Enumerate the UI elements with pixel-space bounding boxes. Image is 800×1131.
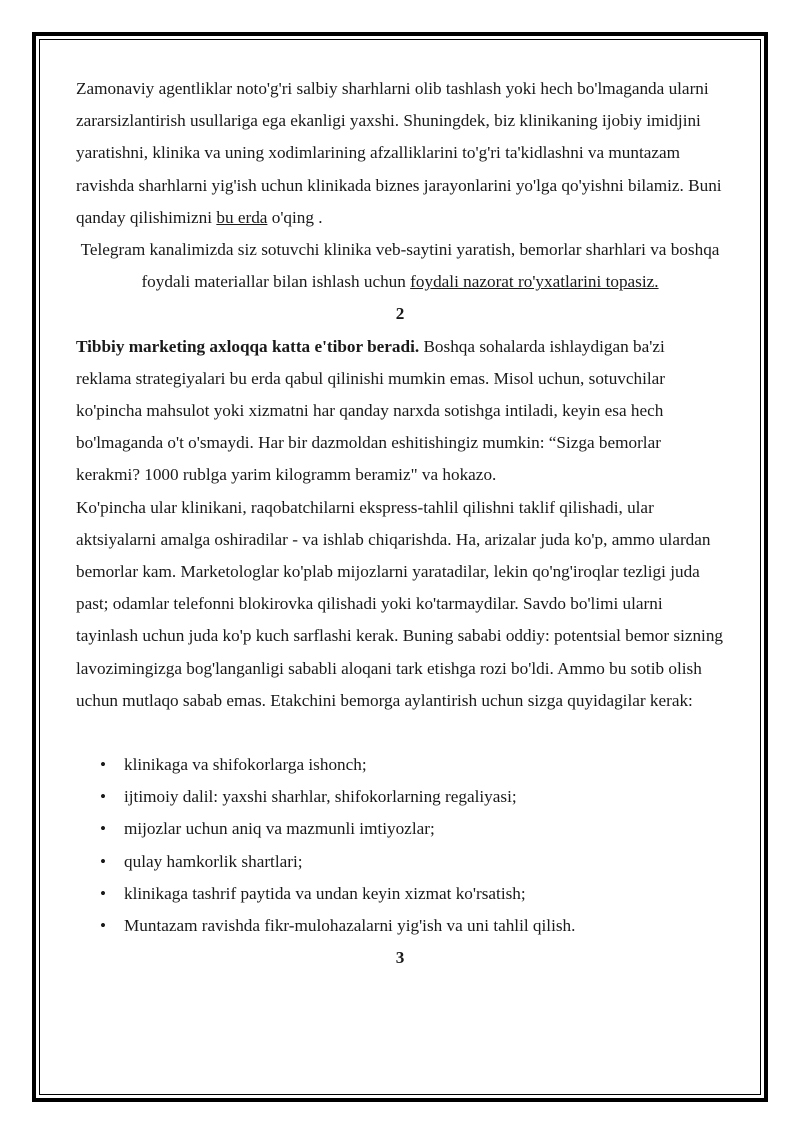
list-item-text: Muntazam ravishda fikr-mulohazalarni yig'ish va uni tahlil qilish. [124,916,576,936]
list-item [76,781,724,813]
paragraph-leads: Ko'pincha ular klinikani, raqobatchilarni ekspress-tahlil qilishni taklif qilishadi, ular aktsiyalarni amalga oshiradilar - va ishlab chiqarishda. Ha, arizalar juda ko'p, ammo ulardan bemorlar kam. Marketologlar ko'plab mijozlarni yaratadilar, lekin qo'ng'iroqlar tezligi juda past; odamlar telefonni blokirovka qilishadi yoki ko'tarmaydilar. Savdo bo'limi ularni tayinlash uchun juda ko'p kuch sarflashi kerak. Buning sababi oddiy: potentsial bemor sizning lavozimingizga bog'langanligi sababli aloqani tark etishga rozi bo'ldi. Ammo bu sotib olish uchun mutlaqo sabab emas. Etakchini bemorga aylantirish uchun sizga quyidagilar kerak: [76,497,724,710]
bullet-icon: • [100,819,107,839]
paragraph-reviews-tail: o'qing . [267,207,323,227]
bullet-icon: • [100,851,107,871]
list-item [76,846,724,878]
paragraph-telegram [76,234,724,298]
paragraph-reviews [76,73,724,234]
paragraph-ethics-text: Boshqa sohalarda ishlaydigan ba'zi reklama strategiyalari bu erda qabul qilinishi mumkin emas. Misol uchun, sotuvchilar ko'pincha mahsulot yoki xizmatni har qanday narxda sotishga intiladi, keyin esa hech bo'lmaganda o't o'smaydi. Har bir dazmoldan eshitishingiz mumkin: “Sizga bemorlar kerakmi? 1000 rublga yarim kilogramm beramiz" va hokazo. [76,336,666,485]
list-item [76,910,724,942]
section-number-3: 3 [395,948,405,968]
list-item-text: qulay hamkorlik shartlari; [124,851,303,871]
list-item-text: mijozlar uchun aniq va mazmunli imtiyozlar; [124,819,435,839]
bullet-icon: • [100,787,107,807]
section-number-2: 2 [395,304,405,324]
paragraph-telegram-text: Telegram kanalimizda siz sotuvchi klinika veb-saytini yaratish, bemorlar sharhlari va boshqa foydali materiallar bilan ishlash uchun [80,240,720,292]
list-item-text: klinikaga va shifokorlarga ishonch; [124,755,367,775]
paragraph-reviews-text: Zamonaviy agentliklar noto'g'ri salbiy sharhlarni olib tashlash yoki hech bo'lmaganda ularni zararsizlantirish usullariga ega ekanligi yaxshi. Shuningdek, biz klinikaning ijobiy imidjini yaratishni, klinika va uning xodimlarining afzalliklarini to'g'ri ta'kidlashni va muntazam ravishda sharhlarni yig'ish uchun klinikada biznes jarayonlarini yo'lga qo'yishni bilamiz. Buni qanday qilishimizni [76,79,722,227]
requirements-list [76,749,724,942]
paragraph-ethics [76,331,724,492]
bullet-icon: • [100,755,107,775]
ethics-lead-bold: Tibbiy marketing axloqqa katta e'tibor beradi. [76,336,420,356]
list-item-text: ijtimoiy dalil: yaxshi sharhlar, shifokorlarning regaliyasi; [124,787,517,807]
bullet-icon: • [100,883,107,903]
document-body [76,73,724,974]
list-item [76,813,724,845]
list-item-text: klinikaga tashrif paytida va undan keyin xizmat ko'rsatish; [124,883,526,903]
list-item [76,878,724,910]
checklists-link[interactable]: foydali nazorat ro'yxatlarini topasiz. [410,272,659,292]
list-item [76,749,724,781]
bullet-icon: • [100,916,107,936]
read-here-link[interactable]: bu erda [216,207,268,227]
